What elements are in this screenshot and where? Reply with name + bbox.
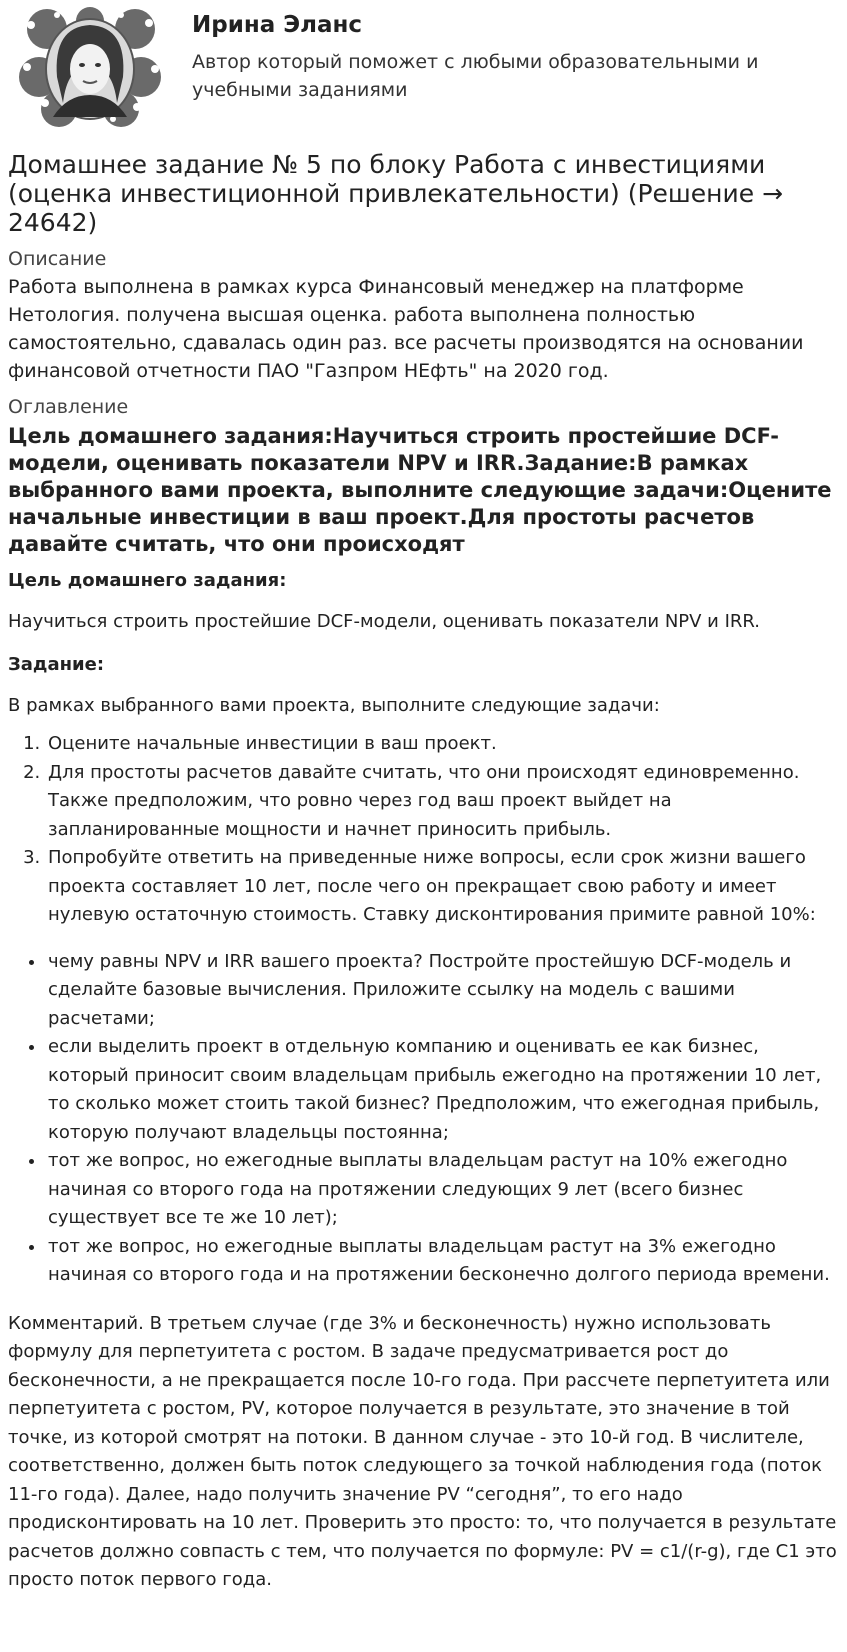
description-label: Описание bbox=[8, 248, 107, 270]
list-item: • чему равны NPV и IRR вашего проекта? Постройте простейшую DCF-модель и сделайте базовые вычисления. Приложите ссылку на модель с вашими расчетами; bbox=[46, 948, 839, 1034]
work-description: Работа выполнена в рамках курса Финансовый менеджер на платформе Нетология. получена высшая оценка. работа выполнена полностью самостоятельно, сдавалась один раз. все расчеты производятся на основании финансовой отчетности ПАО "Газпром НЕфть" на 2020 год. bbox=[8, 276, 804, 382]
list-item: 1. Оцените начальные инвестиции в ваш проект. bbox=[46, 730, 839, 759]
task-steps-list bbox=[8, 730, 839, 930]
list-item: • если выделить проект в отдельную компанию и оценивать ее как бизнес, который приносит своим владельцам прибыль ежегодно на протяжении 10 лет, то сколько может стоить такой бизнес? Предположим, что ежегодная прибыль, которую получают владельцы постоянна; bbox=[46, 1033, 839, 1147]
comment-text: Комментарий. В третьем случае (где 3% и бесконечность) нужно использовать формулу для перпетуитета с ростом. В задаче предусматривается рост до бесконечности, а не прекращается после 10-го года. При рассчете перпетуитета или перпетуитета с ростом, PV, которое получается в результате, это значение в той точке, из которой смотрят на потоки. В данном случае - это 10-й год. В числителе, соответственно, должен быть поток следующего за точкой наблюдения года (поток 11-го года). Далее, надо получить значение PV “сегодня”, то его надо продисконтировать на 10 лет. Проверить это просто: то, что получается в результате расчетов должно совпасть с тем, что получается по формуле: PV = c1/(r-g), где C1 это просто поток первого года. bbox=[8, 1312, 837, 1590]
avatar[interactable] bbox=[17, 7, 163, 127]
questions-list bbox=[8, 948, 839, 1290]
list-item: 3. Попробуйте ответить на приведенные ниже вопросы, если срок жизни вашего проекта составляет 10 лет, после чего он прекращает свою работу и имеет нулевую остаточную стоимость. Ставку дисконтирования примите равной 10%: bbox=[46, 844, 839, 930]
author-header bbox=[8, 0, 839, 140]
work-title: Домашнее задание № 5 по блоку Работа с инвестициями (оценка инвестиционной привлекательности) (Решение → 24642) bbox=[8, 150, 784, 237]
goal-heading: Цель домашнего задания: bbox=[8, 570, 287, 591]
avatar-frame-image bbox=[17, 7, 163, 127]
author-description: Автор который поможет с любыми образовательными и учебными заданиями bbox=[192, 51, 759, 101]
list-item: 2. Для простоты расчетов давайте считать, что они происходят единовременно. Также предположим, что ровно через год ваш проект выйдет на запланированные мощности и начнет приносить прибыль. bbox=[46, 759, 839, 845]
list-item: • тот же вопрос, но ежегодные выплаты владельцам растут на 10% ежегодно начиная со второго года на протяжении следующих 9 лет (всего бизнес существует все те же 10 лет); bbox=[46, 1147, 839, 1233]
goal-text: Научиться строить простейшие DCF-модели, оценивать показатели NPV и IRR. bbox=[8, 611, 760, 632]
toc-title: Цель домашнего задания:Научиться строить простейшие DCF-модели, оценивать показатели NPV и IRR.Задание:В рамках выбранного вами проекта, выполните следующие задачи:Оцените начальные инвестиции в ваш проект.Для простоты расчетов давайте считать, что они происходят bbox=[8, 424, 832, 556]
task-heading: Задание: bbox=[8, 654, 105, 675]
author-name[interactable]: Ирина Эланс bbox=[192, 12, 363, 38]
list-item: • тот же вопрос, но ежегодные выплаты владельцам растут на 3% ежегодно начиная со второго года и на протяжении бесконечно долгого периода времени. bbox=[46, 1233, 839, 1290]
task-intro: В рамках выбранного вами проекта, выполните следующие задачи: bbox=[8, 695, 660, 716]
toc-label: Оглавление bbox=[8, 396, 129, 418]
